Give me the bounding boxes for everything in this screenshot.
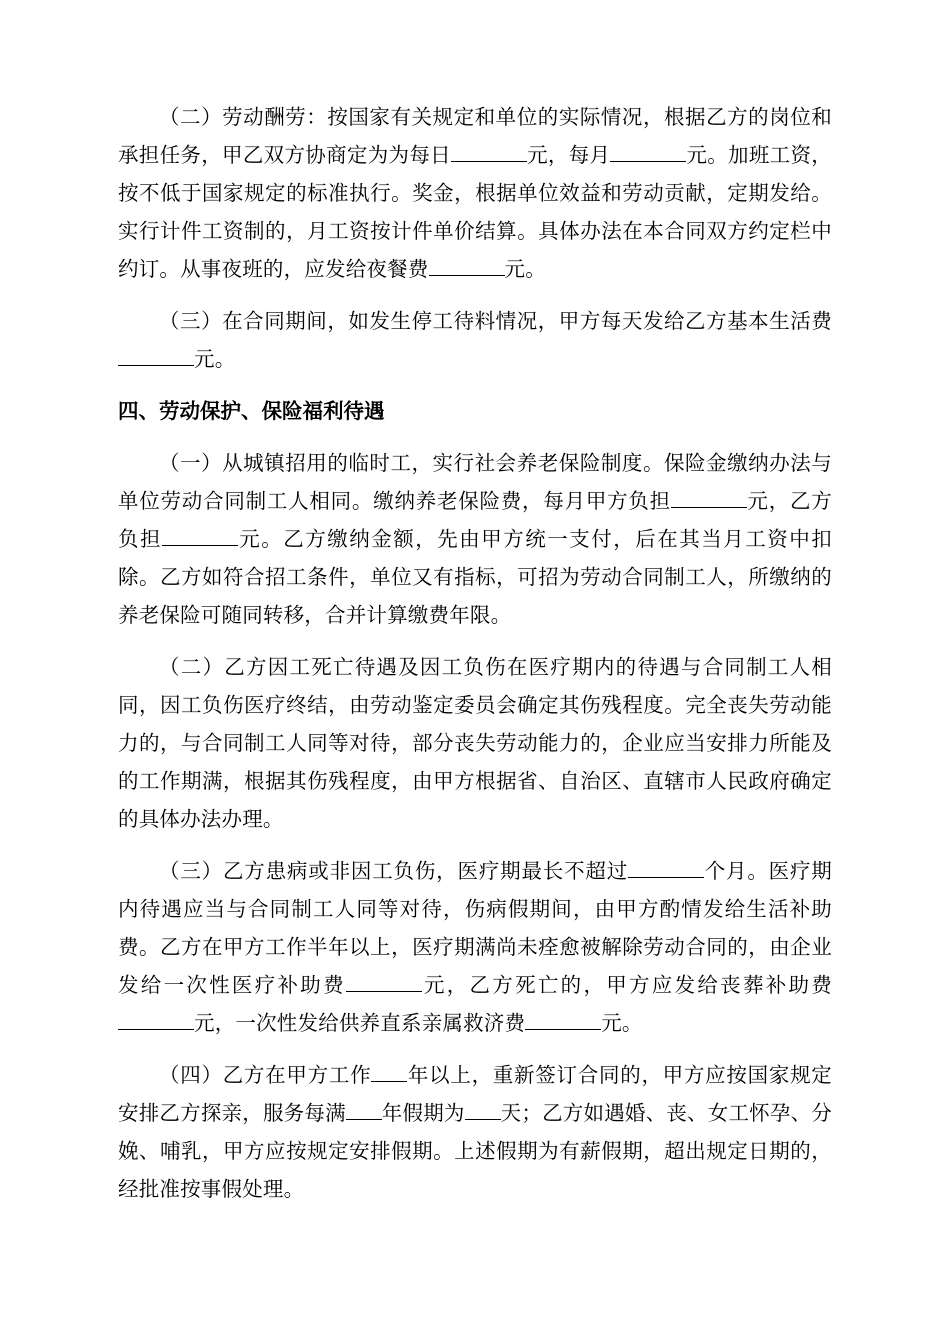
text-segment: 个月。医疗期内待遇应当与合同制工人同等对待，伤病假期间，由甲方酌情发给生活补助费。乙方在甲方工作半年以上，医疗期满尚未痊愈被解除劳动合同的，由企业发给一次性医疗补助费: [118, 859, 833, 997]
text-segment: （一）从城镇招用的临时工，实行社会养老保险制度。保险金缴纳办法与单位劳动合同制工人相同。缴纳养老保险费，每月甲方负担: [118, 451, 832, 513]
daily-pay-blank: [451, 139, 527, 162]
text-segment: 元。: [194, 347, 236, 371]
living-allowance-blank: [118, 343, 194, 366]
employer-share-blank: [671, 485, 747, 508]
text-segment: （四）乙方在甲方工作: [159, 1063, 372, 1087]
text-segment: 元，一次性发给供养直系亲属救济费: [194, 1011, 526, 1035]
relief-fund-blank: [525, 1007, 601, 1030]
document-page: [118, 98, 832, 1208]
text-segment: 天；乙方如遇婚、丧、女工怀孕、分娩、哺乳，甲方应按规定安排假期。上述假期为有薪假期，超出规定日期的，经批准按事假处理。: [118, 1101, 832, 1201]
text-segment: （三）在合同期间，如发生停工待料情况，甲方每天发给乙方基本生活费: [159, 309, 832, 333]
text-segment: 元。乙方缴纳金额，先由甲方统一支付，后在其当月工资中扣除。乙方如符合招工条件，单位又有指标，可招为劳动合同制工人，所缴纳的养老保险可随同转移，合并计算缴费年限。: [118, 527, 832, 627]
medical-subsidy-blank: [346, 969, 422, 992]
funeral-subsidy-blank: [118, 1007, 194, 1030]
text-segment: （三）乙方患病或非因工负伤，医疗期最长不超过: [159, 859, 629, 883]
leave-days-blank: [465, 1097, 501, 1120]
section-heading: 四、劳动保护、保险福利待遇: [118, 399, 385, 423]
medical-period-blank: [628, 855, 704, 878]
text-segment: 年假期为: [381, 1101, 465, 1125]
service-years-blank: [346, 1097, 382, 1120]
text-segment: 年以上，重新签订合同的，甲方应按国家规定安排乙方探亲，服务每满: [118, 1063, 833, 1125]
text-segment: （二）劳动酬劳：按国家有关规定和单位的实际情况，根据乙方的岗位和承担任务，甲乙双方协商定为为每日: [118, 105, 832, 167]
paragraph-pension-insurance: [118, 444, 832, 634]
paragraph-work-injury: [118, 648, 832, 838]
paragraph-home-leave: [118, 1056, 832, 1208]
text-segment: 元。: [504, 257, 546, 281]
text-segment: 元，乙方负担: [118, 489, 832, 551]
employee-share-blank: [162, 523, 238, 546]
text-segment: 元，乙方死亡的，甲方应发给丧葬补助费: [421, 973, 832, 997]
text-segment: （二）乙方因工死亡待遇及因工负伤在医疗期内的待遇与合同制工人相同，因工负伤医疗终结，由劳动鉴定委员会确定其伤残程度。完全丧失劳动能力的，与合同制工人同等对待，部分丧失劳动能力的，企业应当安排力所能及的工作期满，根据其伤残程度，由甲方根据省、自治区、直辖市人民政府确定的具体办法办理。: [118, 655, 832, 831]
monthly-pay-blank: [610, 139, 686, 162]
text-segment: 元，每月: [526, 143, 611, 167]
night-meal-blank: [429, 253, 505, 276]
years-worked-blank: [371, 1059, 407, 1082]
paragraph-work-stoppage: [118, 302, 832, 378]
text-segment: 元。: [601, 1011, 643, 1035]
text-segment: 元。加班工资，按不低于国家规定的标准执行。奖金，根据单位效益和劳动贡献，定期发给。实行计件工资制的，月工资按计件单价结算。具体办法在本合同双方约定栏中约订。从事夜班的，应发给夜餐费: [118, 143, 832, 281]
paragraph-sick-leave: [118, 852, 832, 1042]
paragraph-labor-pay: [118, 98, 832, 288]
